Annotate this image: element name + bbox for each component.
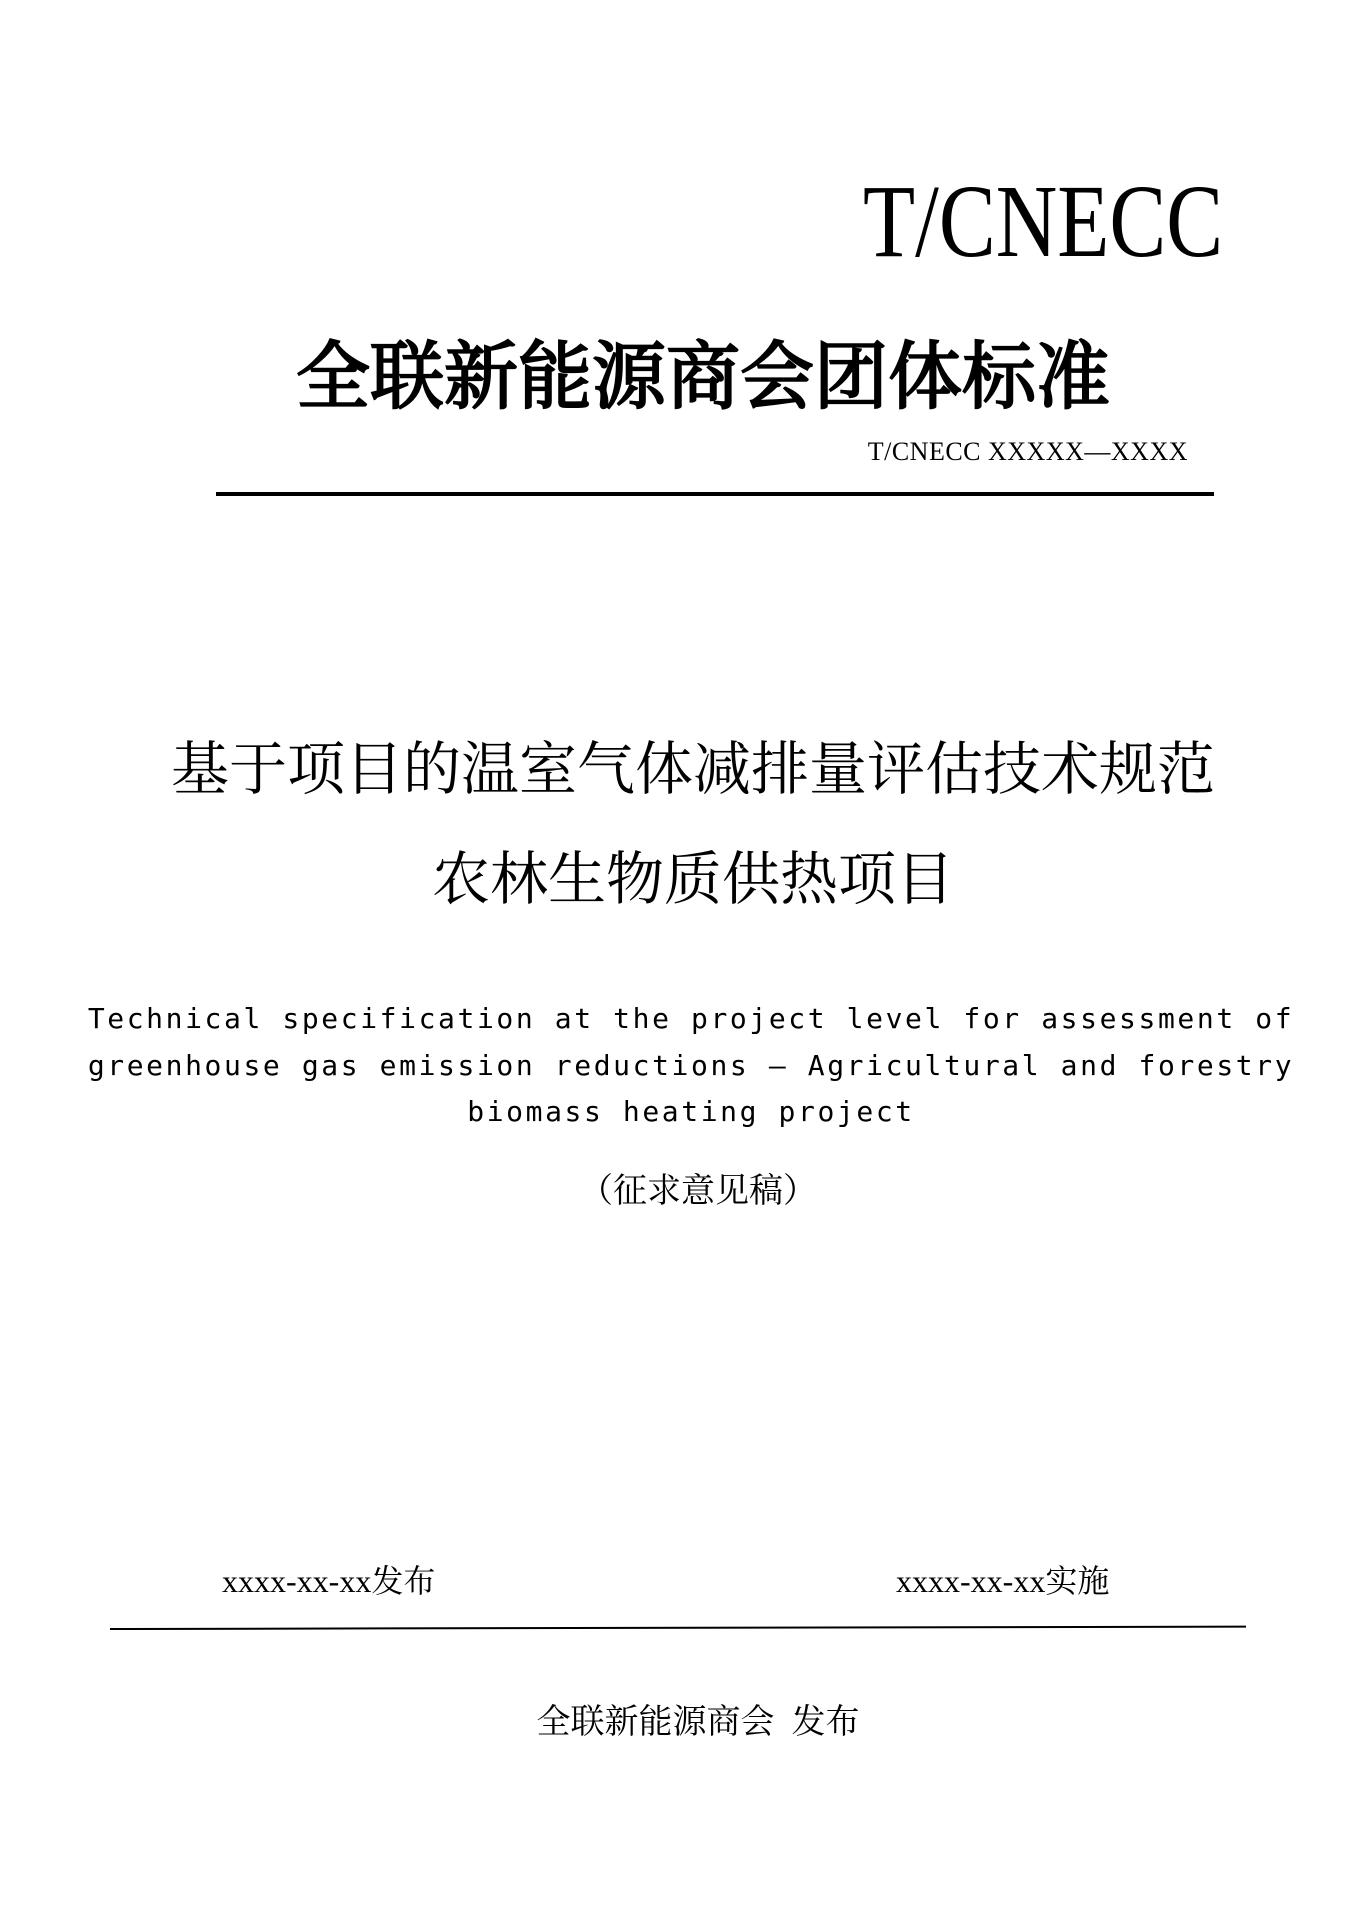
bottom-divider [110, 1626, 1246, 1630]
english-title-line-3: biomass heating project [467, 1095, 915, 1128]
standard-number: T/CNECC XXXXX—XXXX [867, 437, 1188, 466]
document-title-line-2: 农林生物质供热项目 [431, 845, 954, 913]
organization-standard-title: 全联新能源商会团体标准 [296, 334, 1110, 420]
document-title-line-1: 基于项目的温室气体减排量评估技术规范 [170, 735, 1215, 803]
english-title-line-2: greenhouse gas emission reductions — Agricultural and forestry [87, 1049, 1295, 1082]
english-title-line-1: Technical specification at the project level for assessment of [87, 1002, 1295, 1035]
publish-date: xxxx-xx-xx发布 [222, 1563, 436, 1599]
top-divider [216, 492, 1214, 496]
standard-code: T/CNECC [862, 164, 1223, 279]
draft-label: （征求意见稿） [579, 1173, 817, 1210]
publisher: 全联新能源商会 发布 [536, 1704, 860, 1741]
effective-date: xxxx-xx-xx实施 [896, 1563, 1110, 1599]
